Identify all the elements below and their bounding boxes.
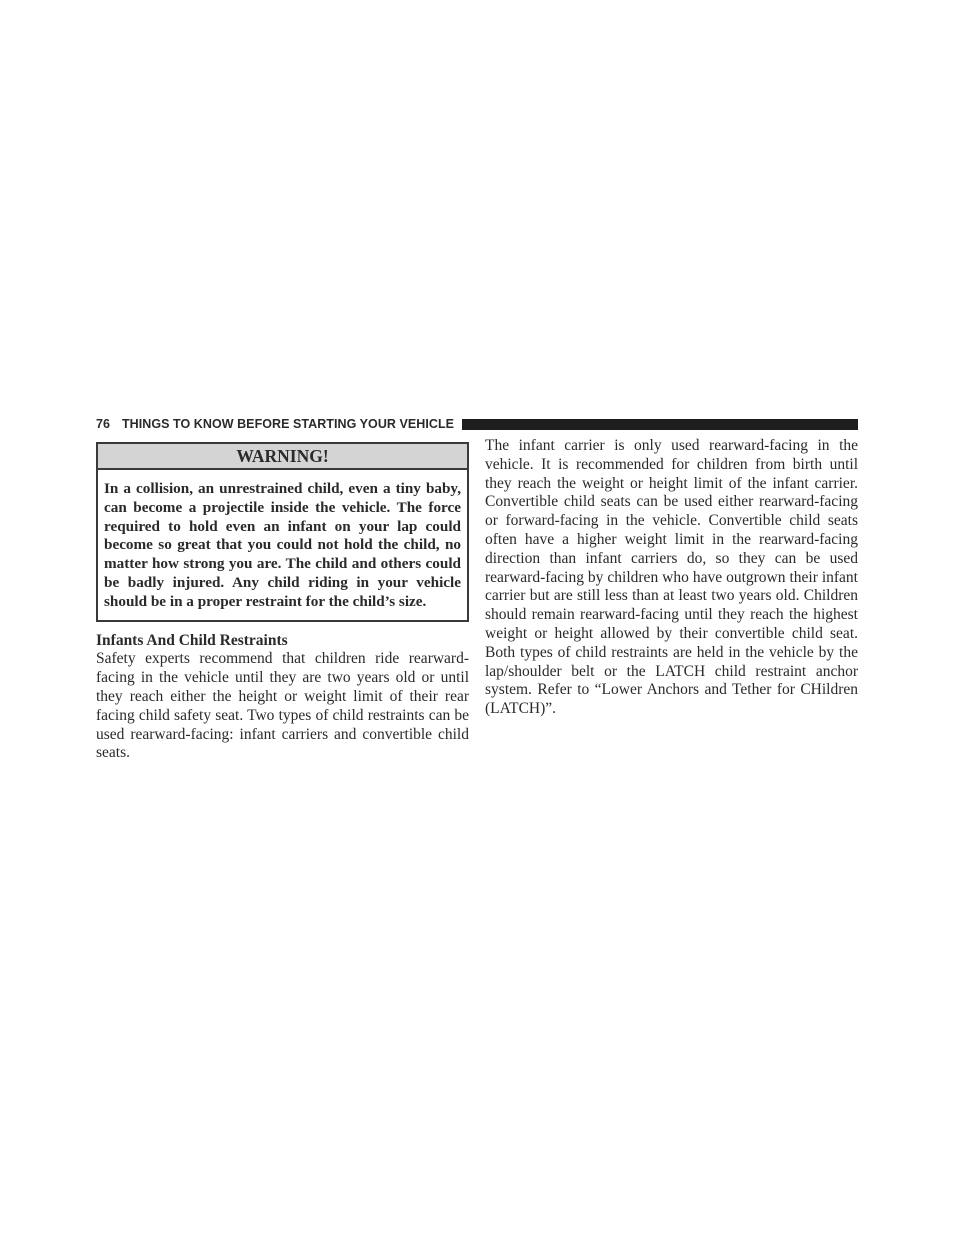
warning-title: WARNING! (98, 444, 467, 470)
section-heading: Infants And Child Restraints (96, 631, 288, 649)
paragraph-1: Safety experts recommend that children ride rearward-facing in the vehicle until they are two years old or until they reach either the height or weight limit of their rear facing child safety seat. Two types of child restraints can be used rearward-facing: infant carriers and convertible child seats. (96, 650, 469, 762)
paragraph-2: The infant carrier is only used rearward-facing in the vehicle. It is recommended for children from birth until they reach the weight or height limit of the infant carrier. Convertible child seats can be used either rearward-facing or forward-facing in the vehicle. Convertible child seats often have a higher weight limit in the rearward-facing direction than infant carriers do, so they can be used rearward-facing by children who have outgrown their infant carrier but are still less than at least two years old. Children should remain rearward-facing until they reach the highest weight or height allowed by their convertible child seat. Both types of child restraints are held in the vehicle by the lap/shoulder belt or the LATCH child restraint anchor system. Refer to “Lower Anchors and Tether for CHildren (LATCH)”. (485, 437, 858, 718)
left-column (96, 442, 469, 763)
page-number: 76 (96, 417, 111, 431)
page-header (96, 416, 858, 434)
header-rule-bar (462, 419, 858, 430)
warning-box (96, 442, 469, 622)
right-column (485, 437, 858, 719)
section-title: THINGS TO KNOW BEFORE STARTING YOUR VEHICLE (122, 417, 455, 431)
warning-text: In a collision, an unrestrained child, even a tiny baby, can become a projectile inside the vehicle. The force required to hold even an infant on your lap could become so great that you could not hold the child, no matter how strong you are. The child and others could be badly injured. Any child riding in your vehicle should be in a proper restraint for the child’s size. (104, 480, 461, 610)
